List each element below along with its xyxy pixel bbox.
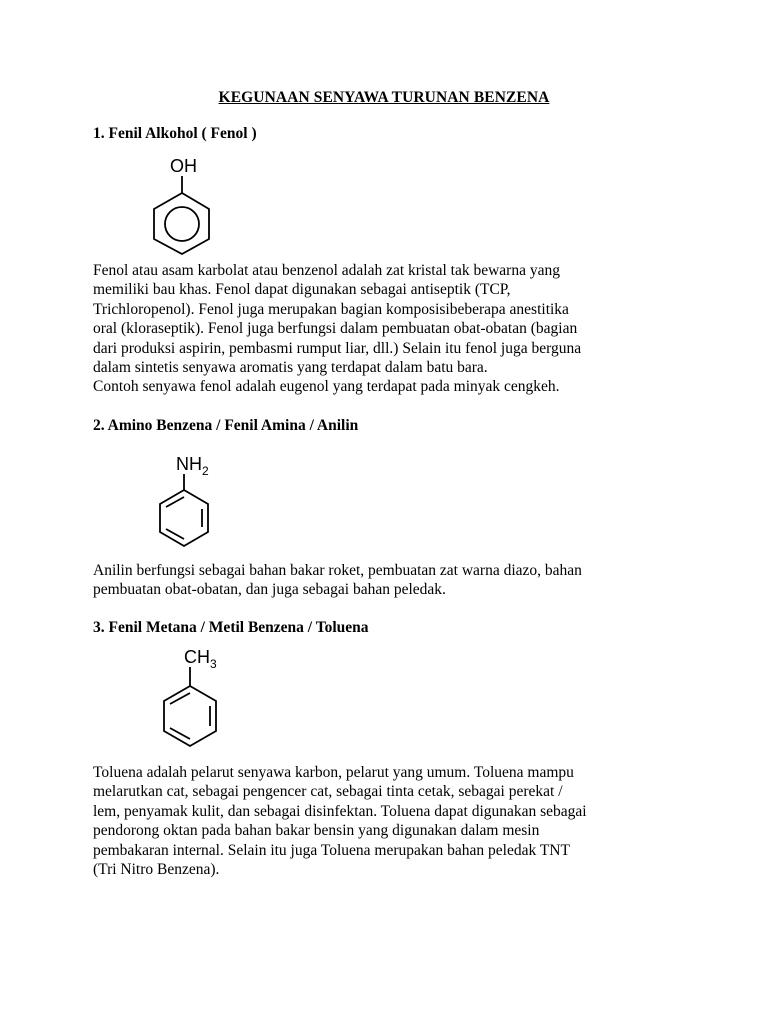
text-line: (Tri Nitro Benzena). xyxy=(93,861,220,879)
toluene-benzene-ring xyxy=(164,686,216,746)
phenol-aromatic-circle xyxy=(165,207,199,241)
text-line: Trichloropenol). Fenol juga merupakan bagian komposisibeberapa anestitika xyxy=(93,300,569,318)
toluene-double-bond xyxy=(170,728,190,739)
aniline-benzene-ring xyxy=(160,490,208,546)
text-line: dalam sintetis senyawa aromatis yang terdapat dalam batu bara. xyxy=(93,359,488,377)
text-line: oral (kloraseptik). Fenol juga berfungsi dalam pembuatan obat-obatan (bagian xyxy=(93,320,578,338)
text-line: pendorong oktan pada bahan bakar bensin yang digunakan dalam mesin xyxy=(93,822,540,840)
phenol-substituent-label: OH xyxy=(170,156,197,176)
aniline-structure xyxy=(150,450,230,545)
section-heading-anilin: 2. Amino Benzena / Fenil Amina / Anilin xyxy=(93,417,359,434)
text-line: pembuatan obat-obatan, dan juga sebagai bahan peledak. xyxy=(93,581,446,599)
text-line: memiliki bau khas. Fenol dapat digunakan sebagai antiseptik (TCP, xyxy=(93,281,511,299)
text-line: pembakaran internal. Selain itu juga Toluena merupakan bahan peledak TNT xyxy=(93,841,570,859)
aniline-substituent-label: $NH_2$ xyxy=(176,454,209,478)
text-line: Fenol atau asam karbolat atau benzenol adalah zat kristal tak bewarna yang xyxy=(93,262,560,279)
toluene-substituent-label: $CH_3$ xyxy=(184,647,217,671)
section-heading-fenol: 1. Fenil Alkohol ( Fenol ) xyxy=(93,125,257,142)
section-heading-toluena: 3. Fenil Metana / Metil Benzena / Toluena xyxy=(93,619,369,636)
section-text-fenol xyxy=(93,261,693,397)
phenol-structure xyxy=(140,150,230,250)
page-title: KEGUNAAN SENYAWA TURUNAN BENZENA xyxy=(218,89,550,106)
phenol-benzene-ring xyxy=(154,193,209,254)
text-line: Toluena adalah pelarut senyawa karbon, pelarut yang umum. Toluena mampu xyxy=(93,764,574,781)
text-line: melarutkan cat, sebagai pengencer cat, sebagai tinta cetak, sebagai perekat / xyxy=(93,783,563,801)
section-text-anilin xyxy=(93,561,693,600)
text-line: Contoh senyawa fenol adalah eugenol yang terdapat pada minyak cengkeh. xyxy=(93,378,560,396)
text-line: Anilin berfungsi sebagai bahan bakar roket, pembuatan zat warna diazo, bahan xyxy=(93,562,582,579)
text-line: dari produksi aspirin, pembasmi rumput liar, dll.) Selain itu fenol juga berguna xyxy=(93,339,582,357)
text-line: lem, penyamak kulit, dan sebagai disinfektan. Toluena dapat digunakan sebagai xyxy=(93,802,587,820)
toluene-structure xyxy=(155,645,240,745)
toluene-double-bond xyxy=(170,693,190,704)
section-text-toluena xyxy=(93,763,693,879)
